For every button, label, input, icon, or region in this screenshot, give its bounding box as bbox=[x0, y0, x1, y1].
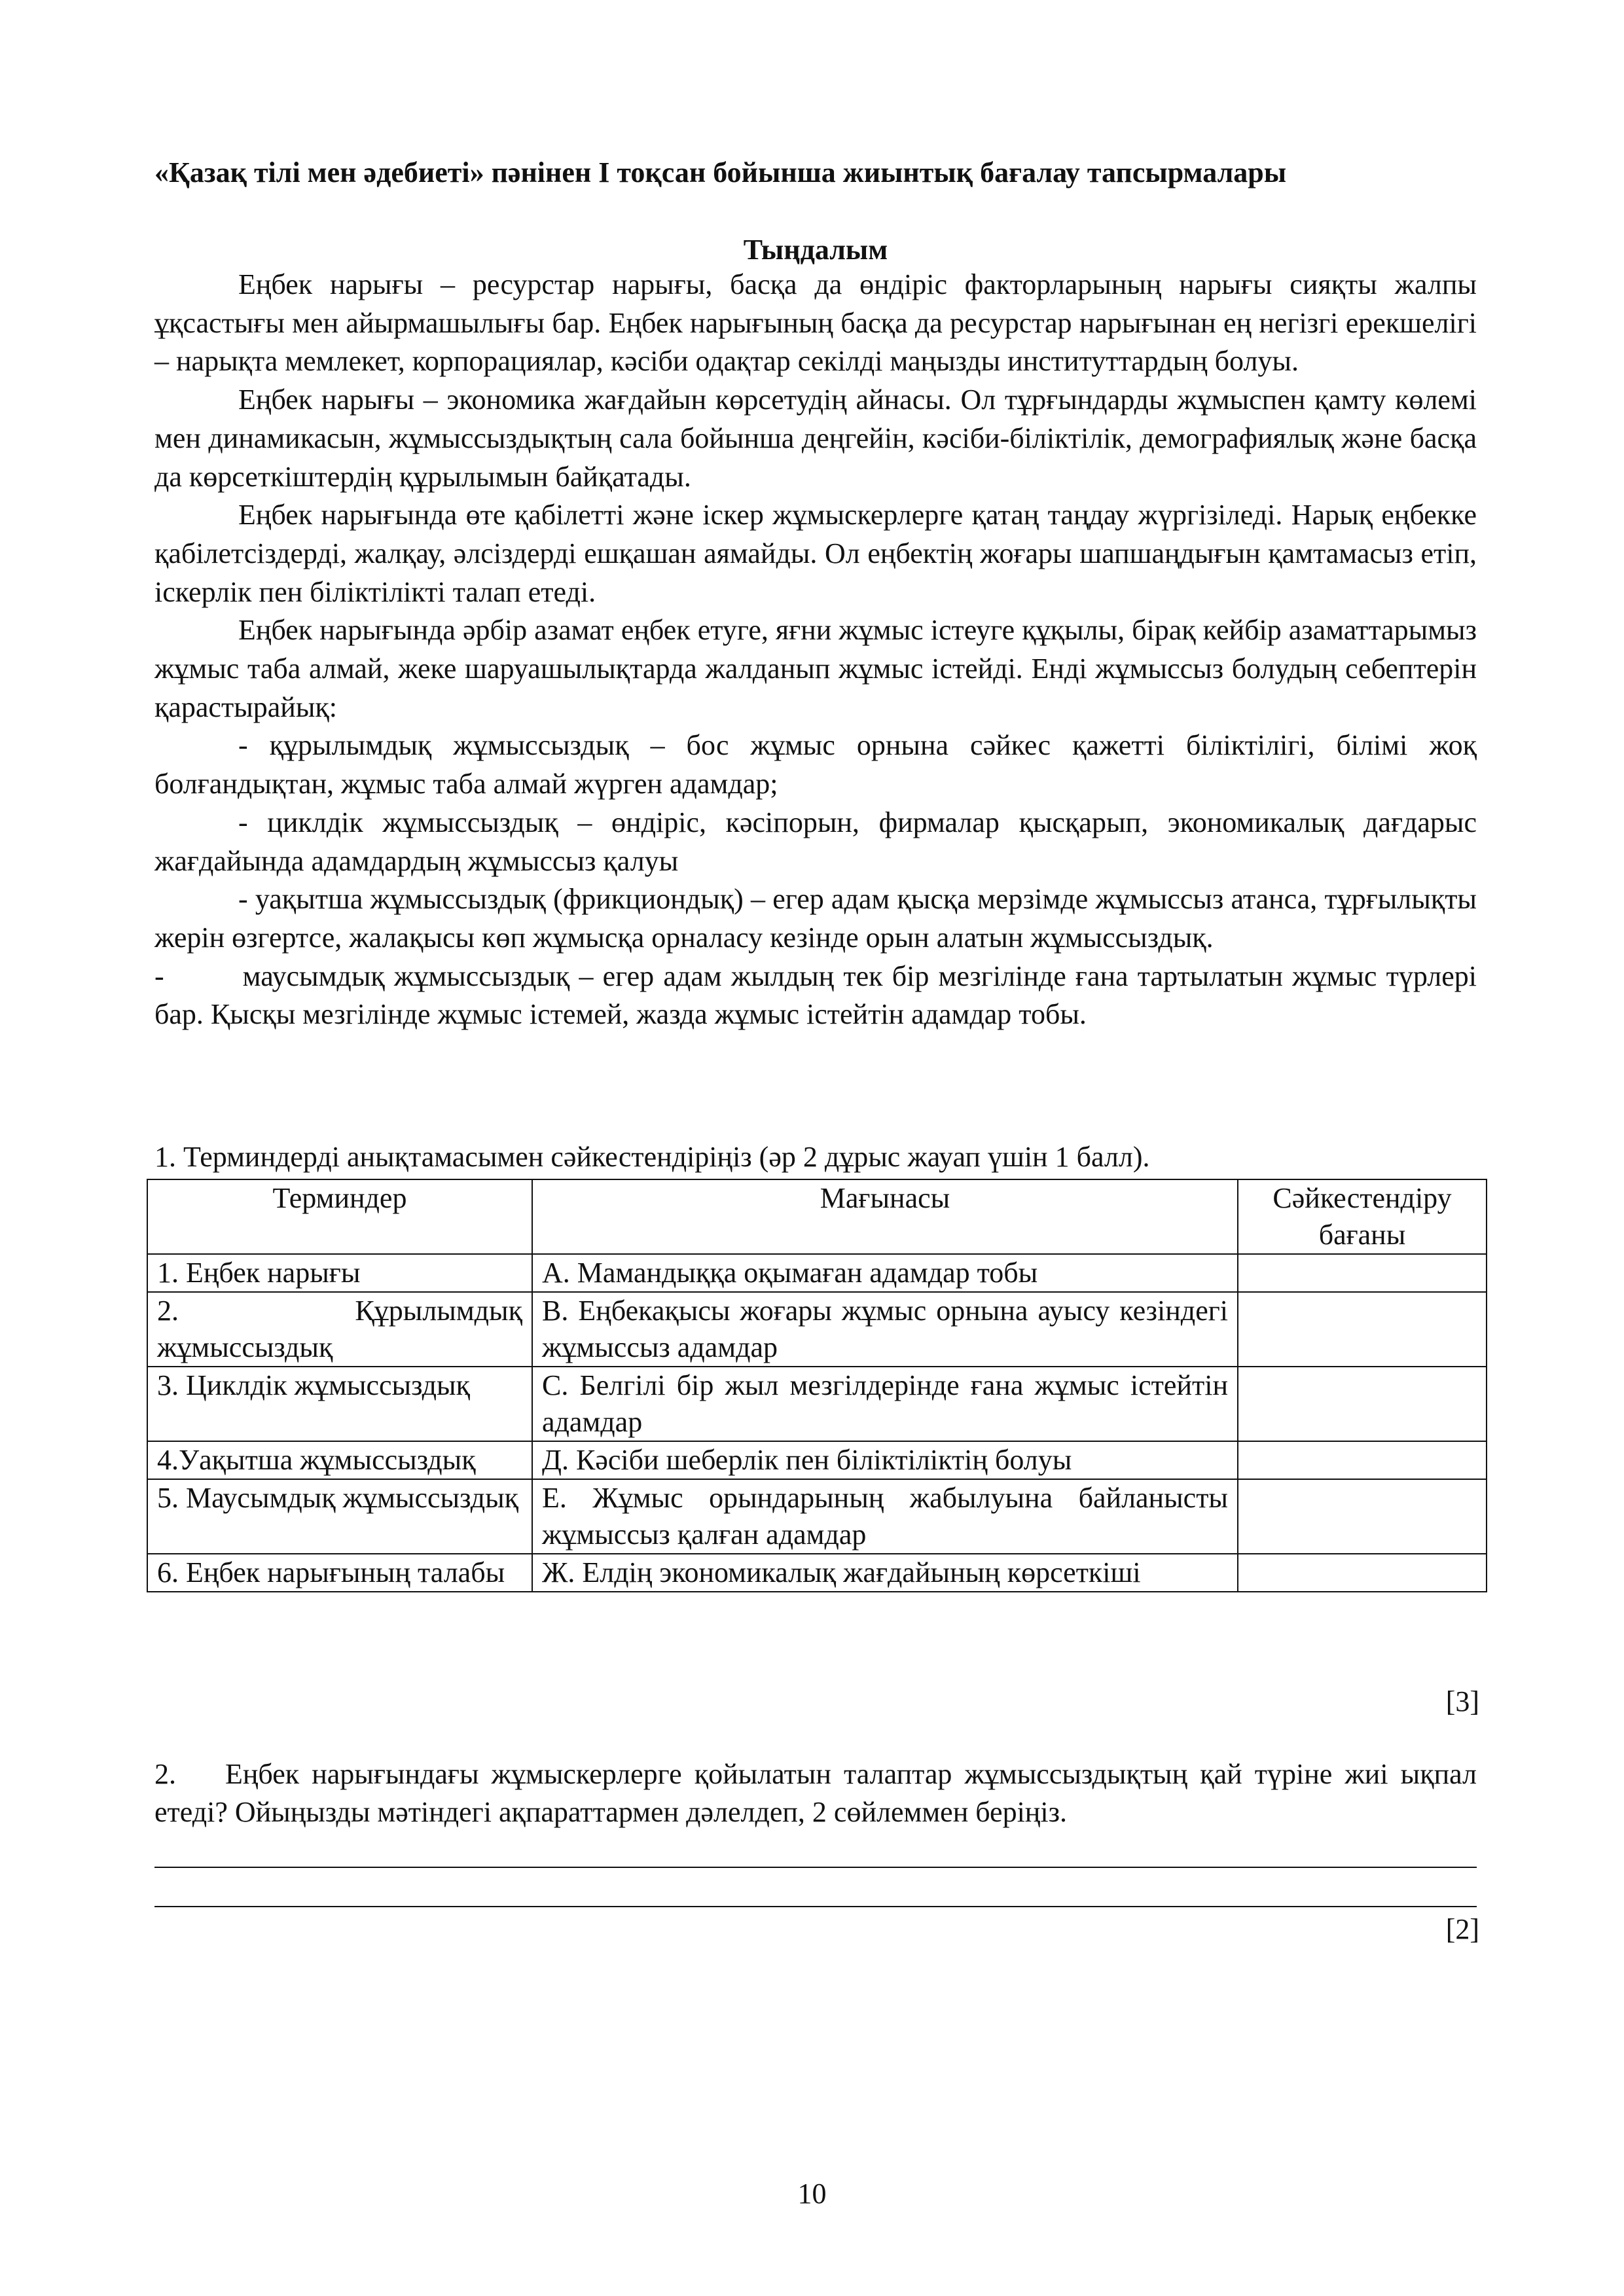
paragraph: Еңбек нарығында әрбір азамат еңбек етуге, яғни жұмыс істеуге құқылы, бірақ кейбір азаматтарымыз жұмыс таба алмай, жеке шаруашылықтарда жалданып жұмыс істейді. Енді жұмыссыз болудың себептерін қарастырайық: bbox=[154, 614, 1477, 723]
page-number: 10 bbox=[797, 2178, 827, 2210]
paragraph: Еңбек нарығы – ресурстар нарығы, басқа да өндіріс факторларының нарығы сияқты жалпы ұқсастығы мен айырмашылығы бар. Еңбек нарығының басқа да ресурстар нарығынан ең негізгі ерекшелігі – нарықта мемлекет, корпорациялар, кәсіби одақтар секілді маңызды институттардың болуы. bbox=[154, 268, 1477, 378]
meaning-cell: А. Мамандыққа оқымаған адамдар тобы bbox=[532, 1254, 1238, 1292]
table-row bbox=[147, 1554, 1487, 1592]
table-row bbox=[147, 1441, 1487, 1479]
term-cell: 1. Еңбек нарығы bbox=[147, 1254, 532, 1292]
answer-cell[interactable] bbox=[1238, 1479, 1487, 1554]
meaning-cell: С. Белгілі бір жыл мезгілдерінде ғана жұмыс істейтін адамдар bbox=[532, 1367, 1238, 1441]
meaning-cell: В. Еңбекақысы жоғары жұмыс орнына ауысу кезіндегі жұмыссыз адамдар bbox=[532, 1292, 1238, 1367]
question-2-text: Еңбек нарығындағы жұмыскерлерге қойылатын талаптар жұмыссыздықтың қай түріне жиі ықпал етеді? Ойыңызды мәтіндегі ақпараттармен дәлелдеп, 2 сөйлеммен беріңіз. bbox=[154, 1758, 1477, 1828]
question-2-number: 2. bbox=[154, 1758, 176, 1790]
table-header-row bbox=[147, 1179, 1487, 1254]
answer-cell[interactable] bbox=[1238, 1554, 1487, 1592]
answer-cell[interactable] bbox=[1238, 1367, 1487, 1441]
paragraph: - уақытша жұмыссыздық (фрикциондық) – егер адам қысқа мерзімде жұмыссыз атанса, тұрғылықты жерін өзгертсе, жалақысы көп жұмысқа орналасу кезінде орын алатын жұмыссыздық. bbox=[154, 883, 1477, 954]
term-cell: 5. Маусымдық жұмыссыздық bbox=[147, 1479, 532, 1554]
question-2 bbox=[154, 1755, 1477, 1831]
dash-marker: - bbox=[154, 960, 164, 992]
score-question-1: [3] bbox=[1445, 1685, 1479, 1717]
matching-table bbox=[147, 1179, 1487, 1592]
answer-line[interactable] bbox=[154, 1867, 1477, 1868]
column-header-answer: Сәйкестендіру бағаны bbox=[1238, 1179, 1487, 1254]
table-row bbox=[147, 1254, 1487, 1292]
score-question-2: [2] bbox=[1445, 1913, 1479, 1945]
paragraph: Еңбек нарығында өте қабілетті және іскер жұмыскерлерге қатаң таңдау жүргізіледі. Нарық еңбекке қабілетсіздерді, жалқау, әлсіздерді ешқашан аямайды. Ол еңбектің жоғары шапшаңдығын қамтамасыз етіп, іскерлік пен біліктілікті талап етеді. bbox=[154, 499, 1477, 608]
page-title: «Қазақ тілі мен әдебиеті» пәнінен I тоқсан бойынша жиынтық бағалау тапсырмалары bbox=[154, 156, 1287, 188]
paragraph: Еңбек нарығы – экономика жағдайын көрсетудің айнасы. Ол тұрғындарды жұмыспен қамту көлемі мен динамикасын, жұмыссыздықтың сала бойынша деңгейін, кәсіби-біліктілік, демографиялық және басқа да көрсеткіштердің құрылымын байқатады. bbox=[154, 384, 1477, 493]
reading-text bbox=[154, 266, 1477, 1034]
answer-cell[interactable] bbox=[1238, 1254, 1487, 1292]
meaning-cell: Е. Жұмыс орындарының жабылуына байланысты жұмыссыз қалған адамдар bbox=[532, 1479, 1238, 1554]
answer-line[interactable] bbox=[154, 1906, 1477, 1907]
term-cell: 3. Циклдік жұмыссыздық bbox=[147, 1367, 532, 1441]
dash-paragraph-text: маусымдық жұмыссыздық – егер адам жылдың тек бір мезгілінде ғана тартылатын жұмыс түрлері бар. Қысқы мезгілінде жұмыс істемей, жазда жұмыс істейтін адамдар тобы. bbox=[154, 960, 1477, 1031]
table-row bbox=[147, 1479, 1487, 1554]
answer-cell[interactable] bbox=[1238, 1292, 1487, 1367]
answer-cell[interactable] bbox=[1238, 1441, 1487, 1479]
term-cell: 2. Құрылымдық жұмыссыздық bbox=[147, 1292, 532, 1367]
question-1: 1. Терминдерді анықтамасымен сәйкестендіріңіз (әр 2 дұрыс жауап үшін 1 балл). bbox=[154, 1141, 1150, 1173]
paragraph: - құрылымдық жұмыссыздық – бос жұмыс орнына сәйкес қажетті біліктілігі, білімі жоқ болғандықтан, жұмыс таба алмай жүрген адамдар; bbox=[154, 729, 1477, 800]
dash-paragraph bbox=[154, 958, 1477, 1034]
column-header-meaning: Мағынасы bbox=[532, 1179, 1238, 1254]
term-cell: 6. Еңбек нарығының талабы bbox=[147, 1554, 532, 1592]
column-header-terms: Терминдер bbox=[147, 1179, 532, 1254]
term-cell: 4.Уақытша жұмыссыздық bbox=[147, 1441, 532, 1479]
section-title: Тыңдалым bbox=[743, 234, 888, 266]
table-row bbox=[147, 1367, 1487, 1441]
table-row bbox=[147, 1292, 1487, 1367]
meaning-cell: Ж. Елдің экономикалық жағдайының көрсеткіші bbox=[532, 1554, 1238, 1592]
meaning-cell: Д. Кәсіби шеберлік пен біліктіліктің болуы bbox=[532, 1441, 1238, 1479]
paragraph: - циклдік жұмыссыздық – өндіріс, кәсіпорын, фирмалар қысқарып, экономикалық дағдарыс жағдайында адамдардың жұмыссыз қалуы bbox=[154, 806, 1477, 877]
